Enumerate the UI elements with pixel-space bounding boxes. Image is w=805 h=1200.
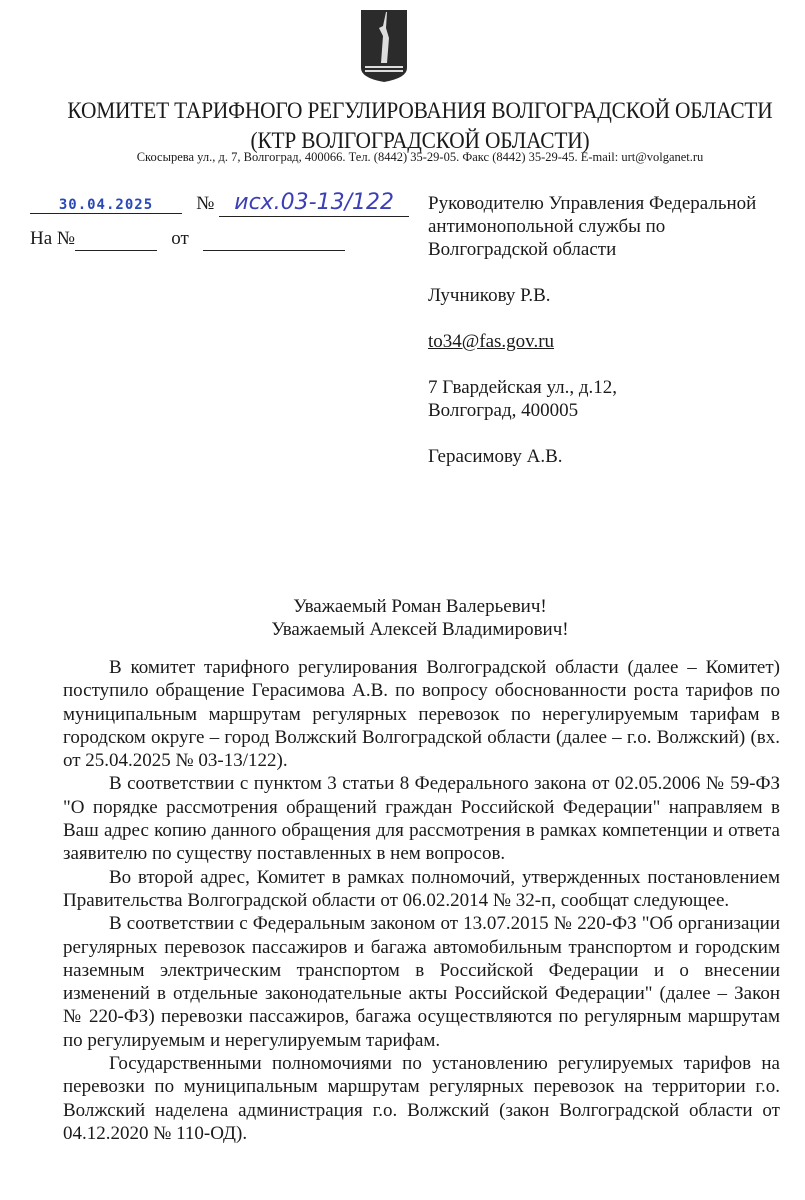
- letterhead: [29, 96, 805, 156]
- greeting: [0, 595, 805, 641]
- addressee-name-1: Лучникову Р.В.: [428, 285, 551, 306]
- org-short-name: (КТР ВОЛГОГРАДСКОЙ ОБЛАСТИ): [250, 128, 590, 153]
- ref-label: На №: [30, 228, 76, 249]
- org-name: КОМИТЕТ ТАРИФНОГО РЕГУЛИРОВАНИЯ ВОЛГОГРАДСКОЙ ОБЛАСТИ: [67, 98, 773, 123]
- greeting-line-2: Уважаемый Алексей Владимирович!: [271, 619, 569, 640]
- coat-of-arms-emblem: [359, 8, 409, 83]
- reference-row: [30, 228, 345, 251]
- addressee-street: 7 Гвардейская ул., д.12,: [428, 377, 618, 398]
- letter-body: [63, 656, 780, 1145]
- body-paragraph: В соответствии с пунктом 3 статьи 8 Федерального закона от 02.05.2006 № 59-ФЗ "О порядке рассмотрения обращений граждан Российской Федерации" направляем в Ваш адрес копию данного обращения для рассмотрения в рамках компетенции и ответа заявителю по существу поставленных в нем вопросов.: [63, 773, 780, 865]
- body-paragraph: Государственными полномочиями по установлению регулируемых тарифов на перевозки по муниципальным маршрутам регулярных перевозок на территории г.о. Волжский наделена администрация г.о. Волжский (закон Волгоградской области от 04.12.2020 № 110-ОД).: [63, 1053, 780, 1144]
- from-label: от: [171, 228, 189, 249]
- registration-row: [30, 190, 409, 217]
- addressee-title: Руководителю Управления Федеральной антимонопольной службы по Волгоградской области: [428, 193, 757, 260]
- greeting-line-1: Уважаемый Роман Валерьевич!: [293, 596, 547, 617]
- body-paragraph: В соответствии с Федеральным законом от 13.07.2015 № 220-ФЗ "Об организации регулярных перевозок пассажиров и багажа автомобильным транспортом и городским наземным электрическим транспортом в Российской Федерации и о внесении изменений в отдельные законодательные акты Российской Федерации" (далее – Закон № 220-ФЗ) перевозки пассажиров, багажа осуществляются по регулярным маршрутам по регулируемым и нерегулируемым тарифам.: [63, 913, 780, 1051]
- number-label: №: [196, 193, 215, 214]
- addressee-email-link[interactable]: to34@fas.gov.ru: [428, 331, 555, 352]
- outgoing-number: исх.03-13/122: [219, 190, 409, 217]
- org-contact-address: Скосырева ул., д. 7, Волгоград, 400066. Тел. (8442) 35-29-05. Факс (8442) 35-29-45. E-mail: urt@volganet.ru: [136, 150, 704, 164]
- outgoing-date: 30.04.2025: [30, 197, 182, 214]
- addressee-city: Волгоград, 400005: [428, 400, 579, 421]
- addressee-block: [428, 192, 788, 491]
- body-paragraph: Во второй адрес, Комитет в рамках полномочий, утвержденных постановлением Правительства Волгоградской области от 06.02.2014 № 32-п, сообщат следующее.: [63, 866, 780, 911]
- addressee-name-2: Герасимову А.В.: [428, 446, 563, 467]
- body-paragraph: В комитет тарифного регулирования Волгоградской области (далее – Комитет) поступило обращение Герасимова А.В. по вопросу обоснованности роста тарифов по муниципальным маршрутам регулярных перевозок по нерегулируемым тарифам в городском округе – город Волжский Волгоградской области (далее – г.о. Волжский) (вх. от 25.04.2025 № 03-13/122).: [63, 657, 780, 772]
